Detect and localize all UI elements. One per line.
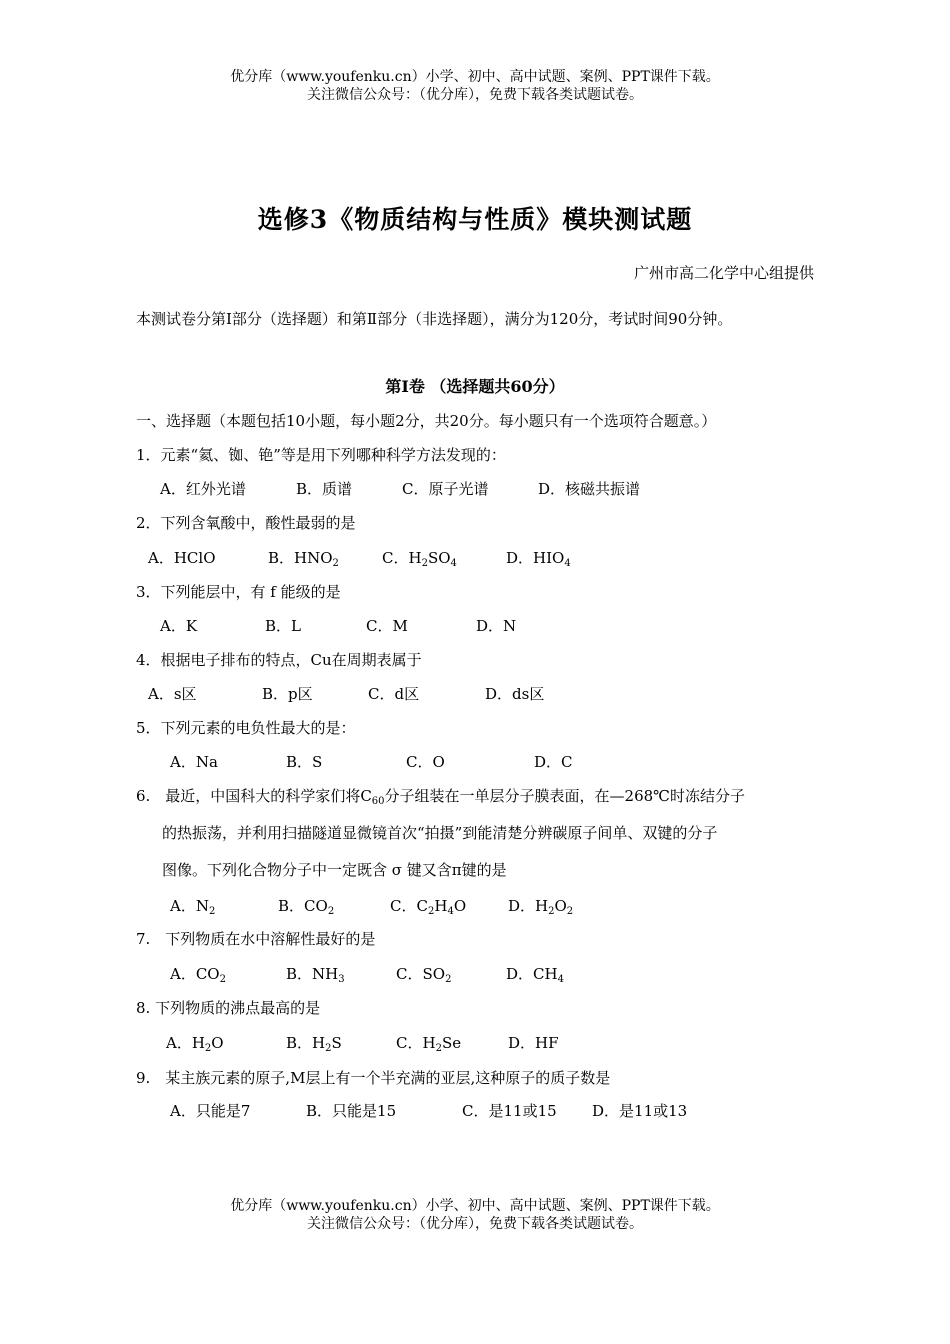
q7-option-d: D．$CH_4$ (506, 965, 564, 985)
q1-option-b: B．质谱 (296, 480, 353, 498)
q3-option-c: C．M (366, 617, 408, 635)
part-instruction: 一、选择题（本题包括10小题，每小题2分，共20分。每小题只有一个选项符合题意。） (136, 412, 717, 430)
question-3-stem: 3．下列能层中，有 f 能级的是 (136, 583, 341, 601)
q5-option-a: A．Na (170, 753, 218, 771)
question-4-stem: 4．根据电子排布的特点，Cu在周期表属于 (136, 651, 422, 669)
q2-option-b: B．$HNO_2$ (268, 549, 339, 569)
footer-line-1: 优分库（www.youfenku.cn）小学、初中、高中试题、案例、PPT课件下载。 (230, 1198, 720, 1214)
q3-option-a: A．K (160, 617, 198, 635)
q2-option-d: D．$HIO_4$ (506, 549, 571, 569)
question-6-stem-line-3: 图像。下列化合物分子中一定既含 σ 键又含π键的是 (162, 861, 507, 879)
q4-option-a: A．s区 (148, 685, 197, 703)
q4-option-c: C．d区 (368, 685, 420, 703)
q9-option-c: C．是11或15 (462, 1102, 557, 1120)
question-2-stem: 2．下列含氧酸中，酸性最弱的是 (136, 514, 356, 532)
q6-option-a: A．$N_2$ (170, 897, 216, 917)
q8-option-a: A．$H_2O$ (166, 1034, 224, 1054)
q4-option-b: B．p区 (262, 685, 313, 703)
section-title: 第Ⅰ卷 （选择题共60分） (385, 377, 565, 396)
q9-option-b: B．只能是15 (306, 1102, 397, 1120)
q9-option-d: D．是11或13 (592, 1102, 688, 1120)
q5-option-c: C．O (406, 753, 445, 771)
question-8-stem: 8. 下列物质的沸点最高的是 (136, 999, 321, 1017)
q1-option-d: D．核磁共振谱 (538, 480, 641, 498)
q2-option-a: A．HClO (148, 549, 216, 567)
q1-option-c: C．原子光谱 (402, 480, 489, 498)
provider-note: 广州市高二化学中心组提供 (633, 264, 814, 282)
question-6-stem-line-2: 的热振荡，并利用扫描隧道显微镜首次“拍摄”到能清楚分辨碳原子间单、双键的分子 (162, 824, 718, 842)
q6-option-d: D．$H_2O_2$ (508, 897, 574, 917)
q3-option-d: D．N (476, 617, 517, 635)
header-line-1: 优分库（www.youfenku.cn）小学、初中、高中试题、案例、PPT课件下载。 (230, 69, 720, 85)
q5-option-b: B．S (286, 753, 323, 771)
question-7-stem: 7. 下列物质在水中溶解性最好的是 (136, 930, 376, 948)
q6-option-b: B．$CO_2$ (278, 897, 335, 917)
intro-text: 本测试卷分第Ⅰ部分（选择题）和第Ⅱ部分（非选择题），满分为120分，考试时间90分钟。 (136, 310, 733, 328)
q7-option-a: A．$CO_2$ (170, 965, 226, 985)
q8-option-b: B．$H_2S$ (286, 1034, 342, 1054)
document-title: 选修3《物质结构与性质》模块测试题 (257, 205, 693, 234)
footer-line-2: 关注微信公众号：（优分库），免费下载各类试题试卷。 (307, 1216, 643, 1232)
question-6-stem: 6. 最近，中国科大的科学家们将$C_{60}$分子组装在一单层分子膜表面，在—268℃时冻结分子 (136, 787, 745, 807)
q7-option-c: C．$SO_2$ (396, 965, 452, 985)
question-5-stem: 5．下列元素的电负性最大的是： (136, 719, 356, 737)
q3-option-b: B．L (265, 617, 301, 635)
q2-option-c: C．$H_2SO_4$ (382, 549, 457, 569)
q5-option-d: D．C (534, 753, 573, 771)
header-line-2: 关注微信公众号：（优分库），免费下载各类试题试卷。 (307, 87, 643, 103)
q4-option-d: D．ds区 (485, 685, 545, 703)
question-1-stem: 1．元素“氦、铷、铯”等是用下列哪种科学方法发现的： (136, 446, 506, 464)
q1-option-a: A．红外光谱 (160, 480, 246, 498)
q8-option-c: C．$H_2Se$ (396, 1034, 462, 1054)
q6-option-c: C．$C_2H_4O$ (390, 897, 467, 917)
q8-option-d: D．HF (508, 1034, 559, 1052)
q7-option-b: B．$NH_3$ (286, 965, 345, 985)
q9-option-a: A．只能是7 (170, 1102, 251, 1120)
question-9-stem: 9. 某主族元素的原子,M层上有一个半充满的亚层,这种原子的质子数是 (136, 1069, 611, 1087)
